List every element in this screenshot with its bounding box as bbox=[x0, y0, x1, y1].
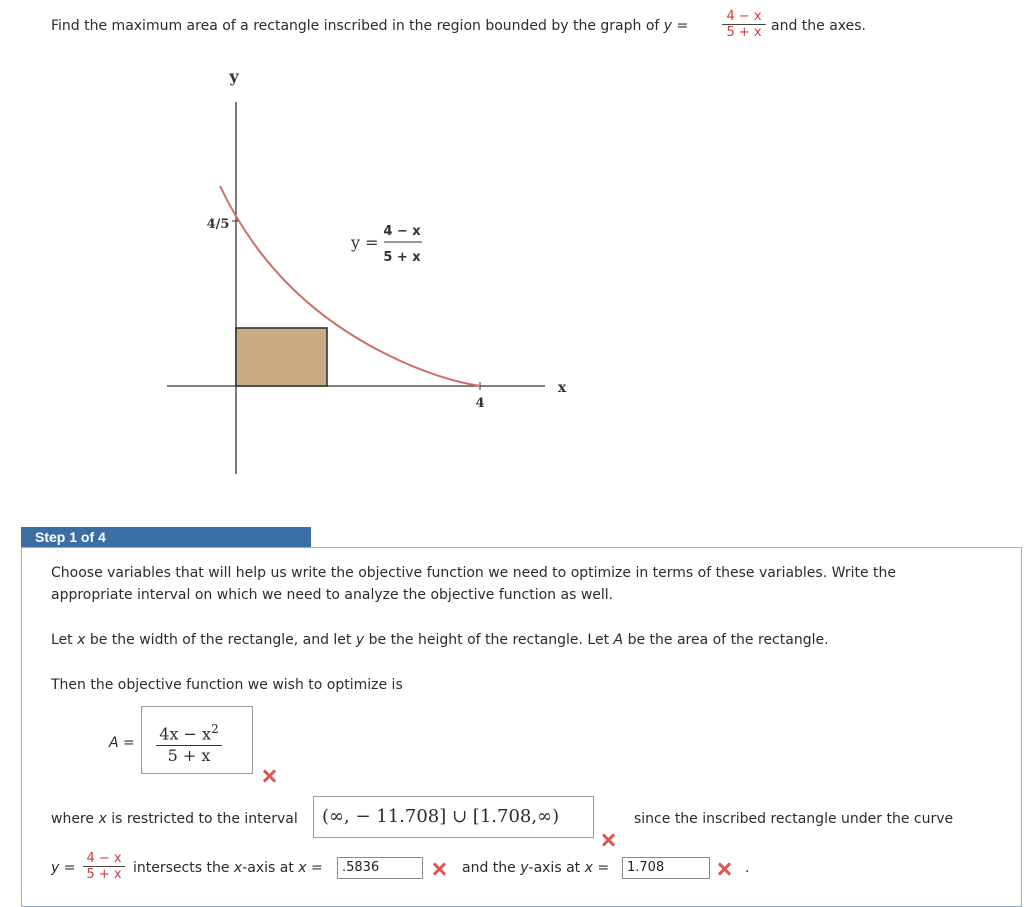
interval-prefix: where x is restricted to the interval bbox=[51, 811, 298, 827]
last-and-text: and the y-axis at x = bbox=[462, 860, 610, 876]
question-suffix: and the axes. bbox=[771, 18, 867, 34]
x-intercept-wrong-icon bbox=[431, 861, 447, 877]
area-wrong-icon bbox=[261, 768, 277, 784]
area-answer-den: 5 + x bbox=[167, 746, 211, 766]
last-fraction bbox=[83, 851, 125, 882]
last-y-label: y = bbox=[51, 860, 76, 876]
question-fraction bbox=[722, 9, 766, 40]
step-label: Step 1 of 4 bbox=[21, 527, 311, 547]
y-intercept-input[interactable]: 1.708 bbox=[622, 857, 710, 879]
last-frac-den: 5 + x bbox=[86, 867, 122, 882]
curve-equation-num: 4 − x bbox=[383, 224, 421, 239]
y-intercept-wrong-icon bbox=[716, 861, 732, 877]
interval-wrong-icon bbox=[600, 832, 616, 848]
step-paragraph-3: Then the objective function we wish to optimize is bbox=[51, 677, 403, 693]
curve-equation-den: 5 + x bbox=[383, 250, 421, 265]
x-intercept-input[interactable]: .5836 bbox=[337, 857, 423, 879]
step-paragraph-1b: appropriate interval on which we need to analyze the objective function as well. bbox=[51, 587, 614, 603]
x-intercept-label: 4 bbox=[475, 396, 485, 411]
question-frac-num: 4 − x bbox=[722, 9, 766, 25]
y-intercept-label: 4/5 bbox=[206, 217, 230, 232]
area-answer-num: $4x - x^2$ bbox=[156, 719, 222, 746]
area-label: A = bbox=[109, 735, 135, 751]
interval-answer-box[interactable] bbox=[313, 796, 594, 838]
y-axis-label: y bbox=[229, 67, 239, 86]
graph-figure bbox=[150, 60, 590, 480]
interval-suffix: since the inscribed rectangle under the curve bbox=[634, 811, 954, 827]
step-paragraph-1: Choose variables that will help us write the objective function we need to optimize in terms of these variables. Write the bbox=[51, 565, 897, 581]
step-paragraph-2: Let x be the width of the rectangle, and let y be the height of the rectangle. Let A be the area of the rectangle. bbox=[51, 632, 829, 648]
x-axis-label: x bbox=[557, 380, 567, 396]
interval-answer: (∞, − 11.708] ∪ [1.708,∞) bbox=[322, 806, 560, 827]
curve-equation-lhs: y = bbox=[351, 233, 379, 252]
period: . bbox=[745, 860, 750, 876]
question-frac-den: 5 + x bbox=[726, 25, 762, 40]
last-frac-num: 4 − x bbox=[83, 851, 125, 867]
area-answer-box[interactable] bbox=[141, 706, 253, 774]
last-mid-text: intersects the x-axis at x = bbox=[133, 860, 323, 876]
inscribed-rectangle bbox=[236, 328, 327, 386]
question-text: Find the maximum area of a rectangle inscribed in the region bounded by the graph of y = bbox=[51, 18, 689, 34]
